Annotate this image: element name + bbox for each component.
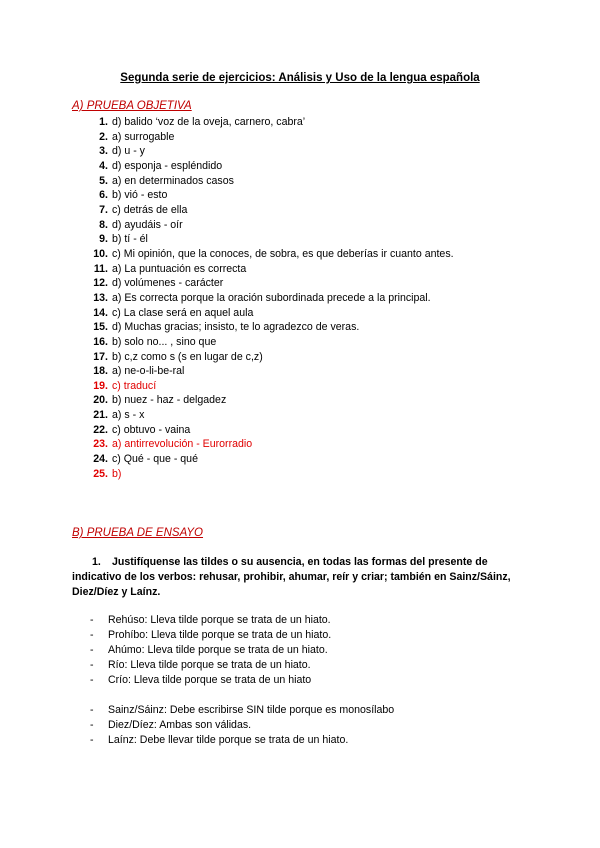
- answer-item: [72, 350, 542, 365]
- answer-item: [72, 437, 542, 452]
- essay-question: [72, 555, 532, 600]
- section-b-heading: B) PRUEBA DE ENSAYO: [72, 527, 204, 539]
- essay-answer-item: [90, 733, 530, 748]
- dash-bullet: -: [90, 719, 94, 731]
- answer-item: [72, 467, 542, 482]
- answer-text: a) Es correcta porque la oración subordinada precede a la principal.: [112, 291, 431, 304]
- essay-answer-text: Diez/Díez: Ambas son válidas.: [108, 719, 252, 731]
- essay-answer-item: [90, 658, 530, 673]
- answer-number: 3.: [99, 145, 108, 158]
- essay-answer-item: [90, 718, 530, 733]
- section-a-heading: A) PRUEBA OBJETIVA: [72, 100, 192, 112]
- answer-text: c) Mi opinión, que la conoces, de sobra, es que deberías ir cuanto antes.: [112, 247, 454, 260]
- answer-text: d) volúmenes - carácter: [112, 277, 224, 290]
- essay-answer-text: Prohíbo: Lleva tilde porque se trata de un hiato.: [108, 629, 332, 641]
- essay-answer-text: Rehúso: Lleva tilde porque se trata de un hiato.: [108, 614, 331, 626]
- answer-text: b) nuez - haz - delgadez: [112, 394, 227, 407]
- essay-question-number: 1.: [92, 556, 101, 568]
- dash-bullet: -: [90, 659, 94, 671]
- answer-number: 8.: [99, 218, 108, 231]
- answer-number: 25.: [93, 467, 108, 480]
- dash-bullet: -: [90, 629, 94, 641]
- answer-item: [72, 335, 542, 350]
- answer-number: 2.: [99, 130, 108, 143]
- answer-text: d) balido ‘voz de la oveja, carnero, cabra’: [112, 116, 306, 128]
- answer-item: [72, 379, 542, 394]
- essay-answer-item: [90, 643, 530, 658]
- answer-item: [72, 408, 542, 423]
- answer-text: c) traducí: [112, 379, 157, 392]
- answer-text: b) solo no... , sino que: [112, 335, 217, 348]
- answer-number: 5.: [99, 174, 108, 187]
- answer-item: [72, 218, 542, 233]
- dash-bullet: -: [90, 734, 94, 746]
- answer-text: b) vió - esto: [112, 189, 168, 202]
- answer-number: 6.: [99, 189, 108, 202]
- essay-answer-item: [90, 628, 530, 643]
- answer-item: [72, 174, 542, 189]
- answer-text: b): [112, 467, 122, 480]
- answer-number: 12.: [93, 277, 108, 290]
- answer-number: 15.: [93, 321, 108, 334]
- answer-group-1: [90, 613, 530, 688]
- answer-item: [72, 130, 542, 145]
- essay-answer-text: Ahúmo: Lleva tilde porque se trata de un hiato.: [108, 644, 328, 656]
- answer-number: 20.: [93, 394, 108, 407]
- answer-item: [72, 232, 542, 247]
- dash-bullet: -: [90, 644, 94, 656]
- answer-text: d) ayudáis - oír: [112, 218, 183, 231]
- answer-number: 4.: [99, 159, 108, 172]
- essay-answer-text: Crío: Lleva tilde porque se trata de un hiato: [108, 674, 312, 686]
- dash-bullet: -: [90, 704, 94, 716]
- answer-text: a) La puntuación es correcta: [112, 262, 247, 275]
- answer-list: [72, 115, 542, 481]
- answer-number: 21.: [93, 409, 108, 422]
- answer-text: c) detrás de ella: [112, 203, 188, 216]
- dash-bullet: -: [90, 614, 94, 626]
- answer-item: [72, 159, 542, 174]
- answer-text: d) Muchas gracias; insisto, te lo agradezco de veras.: [112, 321, 360, 334]
- answer-number: 10.: [93, 247, 108, 260]
- answer-item: [72, 203, 542, 218]
- answer-number: 22.: [93, 423, 108, 436]
- answer-text: c) La clase será en aquel aula: [112, 306, 254, 319]
- answer-number: 19.: [93, 379, 108, 392]
- answer-item: [72, 276, 542, 291]
- answer-item: [72, 262, 542, 277]
- answer-item: [72, 291, 542, 306]
- answer-text: b) tí - él: [112, 233, 148, 246]
- answer-number: 23.: [93, 438, 108, 451]
- answer-text: c) obtuvo - vaina: [112, 423, 191, 436]
- answer-text: c) Qué - que - qué: [112, 453, 198, 466]
- answer-item: [72, 423, 542, 438]
- essay-answer-text: Río: Lleva tilde porque se trata de un hiato.: [108, 659, 311, 671]
- answer-text: a) s - x: [112, 409, 145, 422]
- answer-text: a) en determinados casos: [112, 174, 234, 187]
- answer-number: 1.: [99, 116, 108, 128]
- answer-item: [72, 452, 542, 467]
- document-title: Segunda serie de ejercicios: Análisis y Uso de la lengua española: [120, 72, 480, 84]
- answer-number: 13.: [93, 291, 108, 304]
- answer-number: 17.: [93, 350, 108, 363]
- answer-item: [72, 393, 542, 408]
- answer-text: d) u - y: [112, 145, 145, 158]
- answer-item: [72, 320, 542, 335]
- essay-answer-text: Sainz/Sáinz: Debe escribirse SIN tilde porque es monosílabo: [108, 704, 395, 716]
- answer-item: [72, 364, 542, 379]
- answer-text: d) esponja - espléndido: [112, 159, 223, 172]
- answer-item: [72, 188, 542, 203]
- answer-number: 14.: [93, 306, 108, 319]
- answer-number: 7.: [99, 203, 108, 216]
- answer-group-2: [90, 703, 530, 748]
- essay-answer-text: Laínz: Debe llevar tilde porque se trata de un hiato.: [108, 734, 349, 746]
- essay-answer-item: [90, 703, 530, 718]
- essay-question-text: Justifíquense las tildes o su ausencia, en todas las formas del presente de indicativo de los verbos: rehusar, prohibir, ahumar, reír y criar; también en Sainz/Sáinz, Diez/Díez y Laínz.: [72, 556, 511, 598]
- answer-number: 18.: [93, 365, 108, 378]
- answer-number: 24.: [93, 453, 108, 466]
- answer-text: a) ne-o-li-be-ral: [112, 365, 185, 378]
- answer-item: [72, 115, 542, 130]
- answer-item: [72, 306, 542, 321]
- answer-text: a) antirrevolución - Eurorradio: [112, 438, 253, 451]
- answer-number: 16.: [93, 335, 108, 348]
- answer-text: b) c,z como s (s en lugar de c,z): [112, 350, 263, 363]
- essay-answer-item: [90, 673, 530, 688]
- answer-text: a) surrogable: [112, 130, 175, 143]
- answer-number: 9.: [99, 233, 108, 246]
- answer-number: 11.: [93, 262, 108, 275]
- answer-item: [72, 247, 542, 262]
- essay-answer-item: [90, 613, 530, 628]
- answer-item: [72, 144, 542, 159]
- dash-bullet: -: [90, 674, 94, 686]
